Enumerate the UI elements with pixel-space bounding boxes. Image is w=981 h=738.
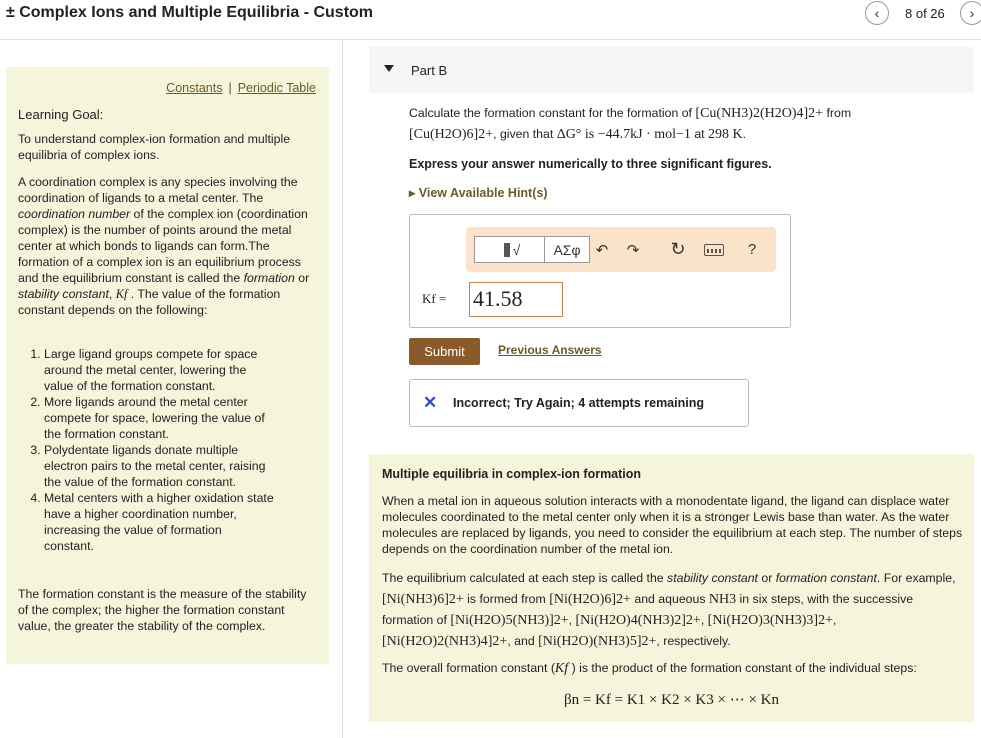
complex-formula: [Ni(H2O)2(NH3)4]2+ xyxy=(382,634,508,649)
overall-formation-formula: βn = Kf = K1 × K2 × K3 × ⋯ × Kn xyxy=(563,692,780,708)
math-toolbar xyxy=(466,227,776,272)
kf-answer-input[interactable]: 41.58 xyxy=(469,282,563,317)
complex-formula: [Ni(H2O)6]2+ xyxy=(549,592,631,607)
keyboard-icon[interactable] xyxy=(700,236,728,263)
greek-symbols-button[interactable]: ΑΣφ xyxy=(544,236,590,263)
chevron-right-icon[interactable]: › xyxy=(960,1,981,25)
kf-symbol: Kf xyxy=(554,661,569,676)
feedback-box xyxy=(409,379,749,427)
column-divider xyxy=(342,41,343,738)
kf-symbol: Kf xyxy=(115,287,128,301)
view-hints-link[interactable]: ▸ View Available Hint(s) xyxy=(409,186,548,200)
reference-links xyxy=(166,81,316,95)
complex-formula: [Ni(H2O)3(NH3)3]2+ xyxy=(707,613,833,628)
caret-down-icon[interactable] xyxy=(384,65,394,72)
undo-icon[interactable]: ↶ xyxy=(595,241,609,259)
previous-answers-link[interactable]: Previous Answers xyxy=(498,343,602,357)
complex-formula: [Ni(H2O)(NH3)5]2+ xyxy=(538,634,657,649)
closing-paragraph: The formation constant is the measure of the stability of the complex; the higher the formation constant value, the greater the stability of the complex. xyxy=(18,587,307,633)
info-paragraph-3: The overall formation constant (Kf ) is the product of the formation constant of the individual steps: xyxy=(382,661,917,676)
link-separator: | xyxy=(228,81,232,95)
complex-formula: [Ni(H2O)5(NH3)]2+ xyxy=(450,613,569,628)
factors-list xyxy=(24,346,274,554)
info-panel xyxy=(369,454,974,722)
header-bar xyxy=(0,0,981,40)
part-b-header[interactable] xyxy=(369,47,974,93)
constants-link[interactable]: Constants xyxy=(166,81,223,95)
complex-formula: [Cu(NH3)2(H2O)4]2+ xyxy=(695,106,824,121)
learning-goal-text: To understand complex-ion formation and multiple equilibria of complex ions. xyxy=(18,132,291,162)
complex-formula: NH3 xyxy=(708,592,737,607)
learning-goal-panel xyxy=(6,67,329,664)
page-title: ± Complex Ions and Multiple Equilibria - Custom xyxy=(6,4,374,21)
info-paragraph-2: The equilibrium calculated at each step is called the stability constant or formation constant. For example, [Ni(NH3)6]2+ is formed from [Ni(H2O)6]2+ and aqueous NH3 in six steps, with the successive formation of [Ni(H2O)5(NH3)]2+, [Ni(H2O)4(NH3)2]2+, [Ni(H2O)3(NH3)3]2+, [Ni(H2O)2(NH3)4]2+, and [Ni(H2O)(NH3)5]2+, respectively. xyxy=(382,571,956,649)
complex-formula: [Ni(NH3)6]2+ xyxy=(382,592,464,607)
temperature: 298 K xyxy=(708,127,743,142)
list-item: 1. Large ligand groups compete for space around the metal center, lowering the value of the formation constant. xyxy=(44,346,274,394)
chevron-left-icon[interactable]: ‹ xyxy=(865,1,889,25)
x-icon: ✕ xyxy=(423,393,438,412)
info-heading: Multiple equilibria in complex-ion formation xyxy=(382,467,642,481)
question-text: Calculate the formation constant for the formation of [Cu(NH3)2(H2O)4]2+ from [Cu(H2O)6]2+, given that ΔG° is −44.7kJ · mol−1 at 298 K. xyxy=(409,106,852,142)
list-item: 3. Polydentate ligands donate multiple electron pairs to the metal center, raising the value of the formation constant. xyxy=(44,442,274,490)
item-counter: 8 of 26 xyxy=(905,6,945,21)
kf-answer-label: Kf = xyxy=(422,291,447,306)
answer-box xyxy=(409,214,791,328)
templates-button[interactable]: √ xyxy=(474,236,550,263)
help-button[interactable]: ? xyxy=(747,241,757,258)
complex-formula: [Cu(H2O)6]2+ xyxy=(409,127,494,142)
intro-paragraph: A coordination complex is any species involving the coordination of ligands to a metal center. The coordination number of the complex ion (coordination complex) is the number of points around the metal center at which bonds to ligands can form.The formation of a complex ion is an equilibrium process and the equilibrium constant is called the formation or stability constant, Kf . The value of the formation constant depends on the following: xyxy=(18,175,310,317)
feedback-text: Incorrect; Try Again; 4 attempts remaining xyxy=(453,396,704,410)
submit-button[interactable]: Submit xyxy=(409,338,480,365)
gibbs-energy: ΔG° is −44.7kJ · mol−1 xyxy=(556,127,691,142)
info-paragraph-1: When a metal ion in aqueous solution interacts with a monodentate ligand, the ligand can displace water molecules coordinated to the metal center only when it is a stronger Lewis base than water. As the water molecules are replaced by ligands, you need to consider the equilibrium at each step. The number of steps depends on the coordination number of the metal ion. xyxy=(382,494,963,556)
redo-icon[interactable]: ↷ xyxy=(626,241,640,259)
list-item: 4. Metal centers with a higher oxidation state have a higher coordination number, increasing the value of formation constant. xyxy=(44,490,274,554)
periodic-table-link[interactable]: Periodic Table xyxy=(237,81,316,95)
answer-instruction: Express your answer numerically to three significant figures. xyxy=(409,157,772,171)
list-item: 2. More ligands around the metal center compete for space, lowering the value of the formation constant. xyxy=(44,394,274,442)
part-b-label: Part B xyxy=(411,63,448,78)
complex-formula: [Ni(H2O)4(NH3)2]2+ xyxy=(575,613,701,628)
reset-icon[interactable]: ↻ xyxy=(670,239,686,259)
learning-goal-heading: Learning Goal: xyxy=(18,107,104,122)
